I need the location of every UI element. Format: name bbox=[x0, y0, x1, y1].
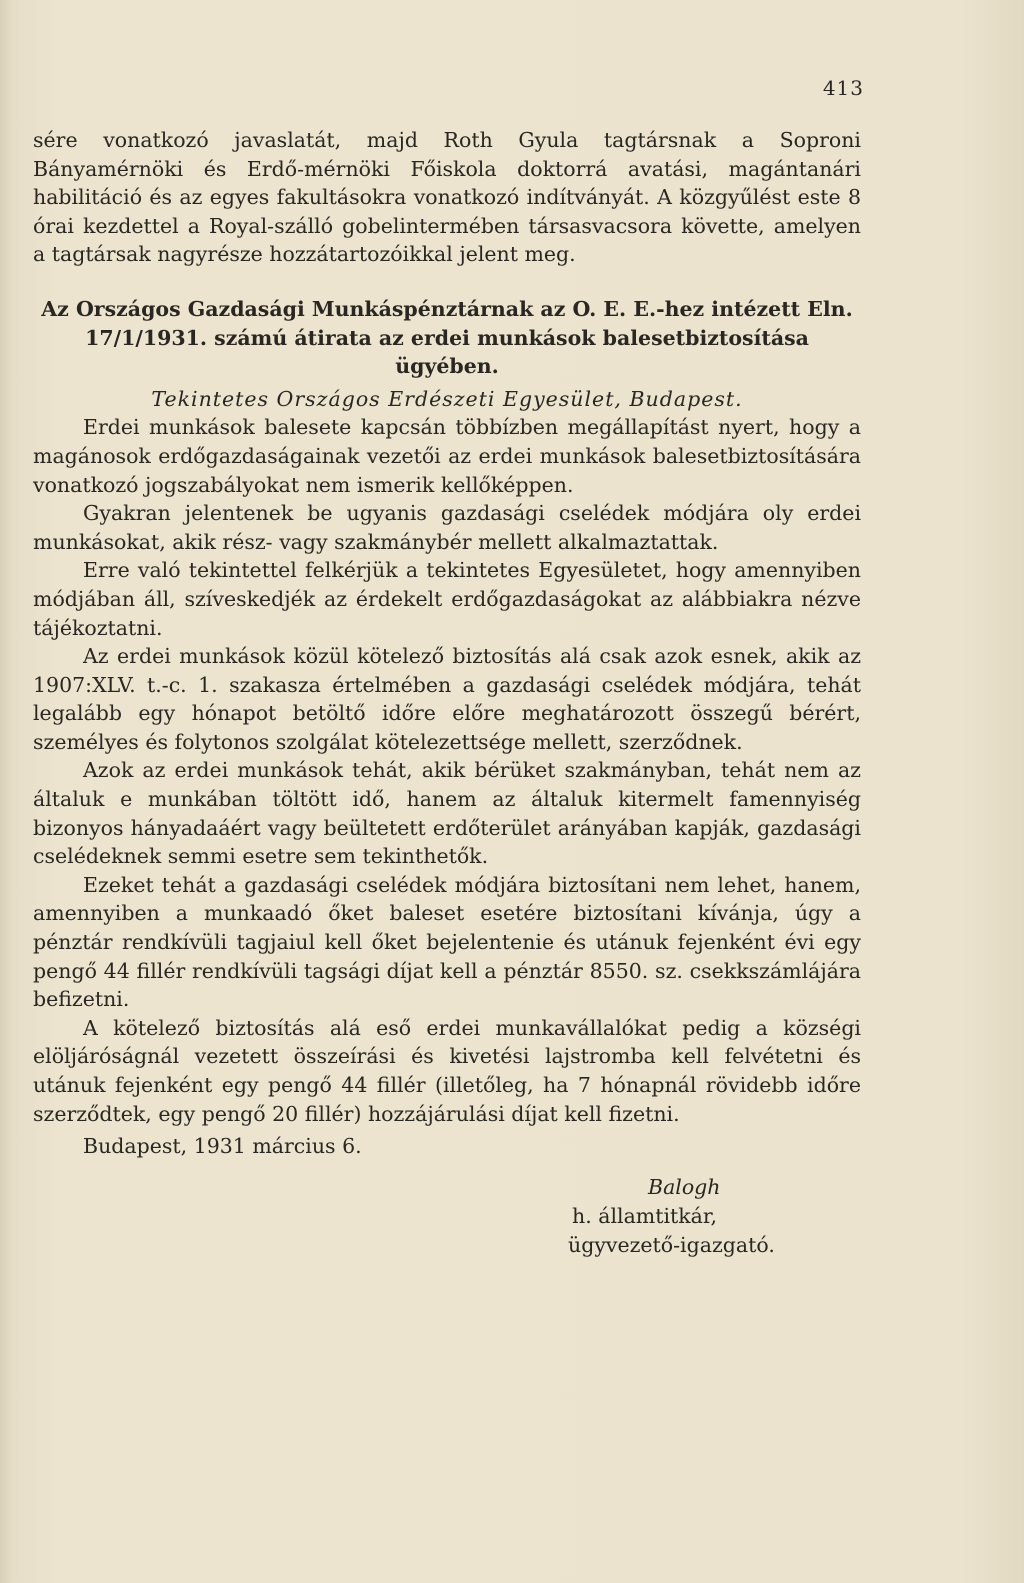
body-paragraph: Ezeket tehát a gazdasági cselédek módjára biztosítani nem lehet, hanem, amennyiben a munkaadó őket baleset esetére biztosítani kívánja, úgy a pénztár rendkívüli tagjaiul kell őket bejelentenie és utánuk fejenként évi egy pengő 44 fillér rendkívüli tagsági díjat kell a pénztár 8550. sz. csekkszámlájára befizetni. bbox=[33, 872, 861, 1012]
page-number: 413 bbox=[822, 76, 864, 100]
signature-block bbox=[568, 1173, 868, 1260]
body-paragraph: A kötelező biztosítás alá eső erdei munkavállalókat pedig a községi elöljáróságnál vezetett összeírási és kivetési lajstromba kell felvétetni és utánuk fejenként egy pengő 44 fillér (illetőleg, ha 7 hónapnál rövidebb időre szerződtek, egy pengő 20 fillér) hozzájárulási díjat kell fizetni. bbox=[33, 1015, 861, 1126]
document-body bbox=[33, 126, 861, 1260]
signatory-name: Balogh bbox=[648, 1174, 721, 1199]
body-paragraph: Erdei munkások balesete kapcsán többízben megállapítást nyert, hogy a magánosok erdőgazdaságainak vezetői az erdei munkások balesetbiztosítására vonatkozó jogszabályokat nem ismerik kellőképpen. bbox=[33, 415, 861, 497]
body-paragraph: Azok az erdei munkások tehát, akik bérüket szakmányban, tehát nem az általuk e munkában töltött idő, hanem az általuk kitermelt famennyiség bizonyos hányadaáért vagy beültetett erdőterület arányában kapják, gazdasági cselédeknek semmi esetre sem tekinthetők. bbox=[33, 758, 861, 869]
date-line: Budapest, 1931 március 6. bbox=[83, 1134, 362, 1159]
salutation: Tekintetes Országos Erdészeti Egyesület, Budapest. bbox=[151, 386, 743, 411]
body-paragraph: Gyakran jelentenek be ugyanis gazdasági cselédek módjára oly erdei munkásokat, akik rész- vagy szakmánybér mellett alkalmaztattak. bbox=[33, 501, 861, 554]
article-heading: Az Országos Gazdasági Munkáspénztárnak az O. E. E.-hez intézett Eln. 17/1/1931. számú átirata az erdei munkások balesetbiztosítása ügyében. bbox=[41, 296, 853, 379]
signatory-title: h. államtitkár, bbox=[572, 1203, 717, 1228]
body-paragraph: Erre való tekintettel felkérjük a tekintetes Egyesületet, hogy amennyiben módjában áll, szíveskedjék az érdekelt erdőgazdaságokat az alábbiakra nézve tájékoztatni. bbox=[33, 558, 861, 640]
body-paragraph: Az erdei munkások közül kötelező biztosítás alá csak azok esnek, akik az 1907:XLV. t.-c. 1. szakasza értelmében a gazdasági cselédek módjára, tehát legalább egy hónapot betöltő időre előre meghatározott összegű bérért, személyes és folytonos szolgálat kötelezettsége mellett, szerződnek. bbox=[33, 644, 861, 754]
intro-paragraph: sére vonatkozó javaslatát, majd Roth Gyula tagtársnak a Soproni Bányamérnöki és Erdő-mérnöki Főiskola doktorrá avatási, magántanári habilitáció és az egyes fakultásokra vonatkozó indítványát. A közgyűlést este 8 órai kezdettel a Royal-szálló gobelintermében társasvacsora követte, amelyen a tagtársak nagyrésze hozzátartozóikkal jelent meg. bbox=[33, 128, 861, 267]
signatory-role: ügyvezető-igazgató. bbox=[568, 1232, 775, 1257]
